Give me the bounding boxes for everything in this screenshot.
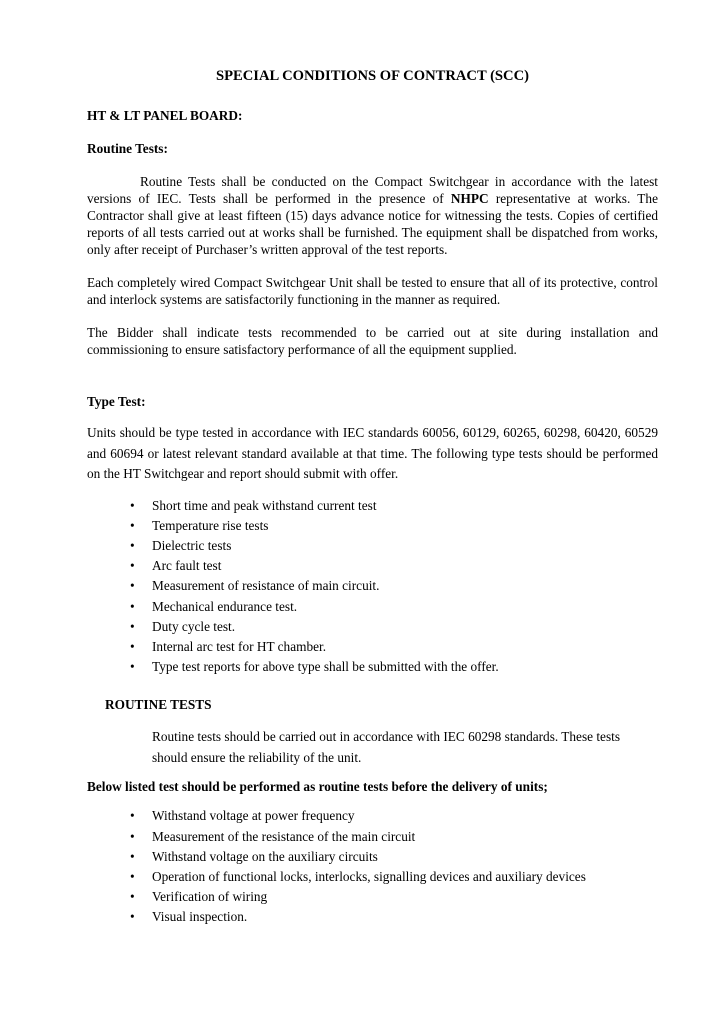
routine-tests-heading: Routine Tests: <box>87 141 168 156</box>
routine-test-list <box>87 806 658 927</box>
routine-paragraph-2: Each completely wired Compact Switchgear Unit shall be tested to ensure that all of its protective, control and interlock systems are satisfactorily functioning in the manner as required. <box>87 275 658 307</box>
bullet-icon: • <box>130 808 135 824</box>
list-item: • Verification of wiring <box>130 887 658 907</box>
bullet-icon: • <box>130 537 135 553</box>
routine-paragraph-1-part-b: representative at works. The Contractor shall give at least fifteen (15) days advance notice for witnessing the tests. Copies of certified reports of all tests carried out at works shall be furnished. The equipment shall be dispatched from works, only after receipt of Purchaser’s written approval of the test reports. <box>87 191 658 257</box>
list-item: • Withstand voltage on the auxiliary circuits <box>130 847 658 867</box>
list-item: • Duty cycle test. <box>130 617 658 637</box>
list-item: • Short time and peak withstand current test <box>130 496 658 516</box>
bullet-icon: • <box>130 848 135 864</box>
bullet-icon: • <box>130 578 135 594</box>
list-item: • Dielectric tests <box>130 536 658 556</box>
section-heading: HT & LT PANEL BOARD: <box>87 108 243 123</box>
routine-tests-caps-heading: ROUTINE TESTS <box>105 697 212 713</box>
bullet-icon: • <box>130 909 135 925</box>
bullet-icon: • <box>130 517 135 533</box>
list-item: • Operation of functional locks, interlocks, signalling devices and auxiliary devices <box>130 867 658 887</box>
nhpc-bold: NHPC <box>450 191 489 206</box>
type-test-paragraph: Units should be type tested in accordance with IEC standards 60056, 60129, 60265, 60298, 60420, 60529 and 60694 or latest relevant standard available at that time. The following type tests should be performed on the HT Switchgear and report should submit with offer. <box>87 425 658 481</box>
list-item: • Type test reports for above type shall be submitted with the offer. <box>130 657 658 677</box>
document-title: SPECIAL CONDITIONS OF CONTRACT (SCC) <box>215 68 529 84</box>
routine-paragraph-1 <box>87 173 658 258</box>
bullet-icon: • <box>130 558 135 574</box>
list-item: • Internal arc test for HT chamber. <box>130 637 658 657</box>
bullet-icon: • <box>130 618 135 634</box>
list-item: • Measurement of resistance of main circuit. <box>130 576 658 596</box>
bullet-icon: • <box>130 659 135 675</box>
routine-paragraph-3: The Bidder shall indicate tests recommended to be carried out at site during installation and commissioning to ensure satisfactory performance of all the equipment supplied. <box>87 325 658 357</box>
routine-paragraph-1-part-a: Routine Tests shall be conducted on the Compact Switchgear in accordance with the latest versions of IEC. Tests shall be performed in the presence of <box>87 174 658 206</box>
bullet-icon: • <box>130 828 135 844</box>
list-item: • Visual inspection. <box>130 907 658 927</box>
routine-caps-paragraph: Routine tests should be carried out in accordance with IEC 60298 standards. These tests should ensure the reliability of the unit. <box>152 729 620 765</box>
bullet-icon: • <box>130 638 135 654</box>
below-listed-heading: Below listed test should be performed as routine tests before the delivery of units; <box>87 779 548 795</box>
document-page <box>87 68 658 928</box>
bullet-icon: • <box>130 598 135 614</box>
type-test-list <box>87 496 658 678</box>
bullet-icon: • <box>130 868 135 884</box>
type-test-heading: Type Test: <box>87 394 146 409</box>
list-item: • Arc fault test <box>130 556 658 576</box>
list-item: • Temperature rise tests <box>130 516 658 536</box>
list-item: • Mechanical endurance test. <box>130 597 658 617</box>
list-item: • Measurement of the resistance of the main circuit <box>130 827 658 847</box>
list-item: • Withstand voltage at power frequency <box>130 806 658 826</box>
bullet-icon: • <box>130 889 135 905</box>
bullet-icon: • <box>130 497 135 513</box>
